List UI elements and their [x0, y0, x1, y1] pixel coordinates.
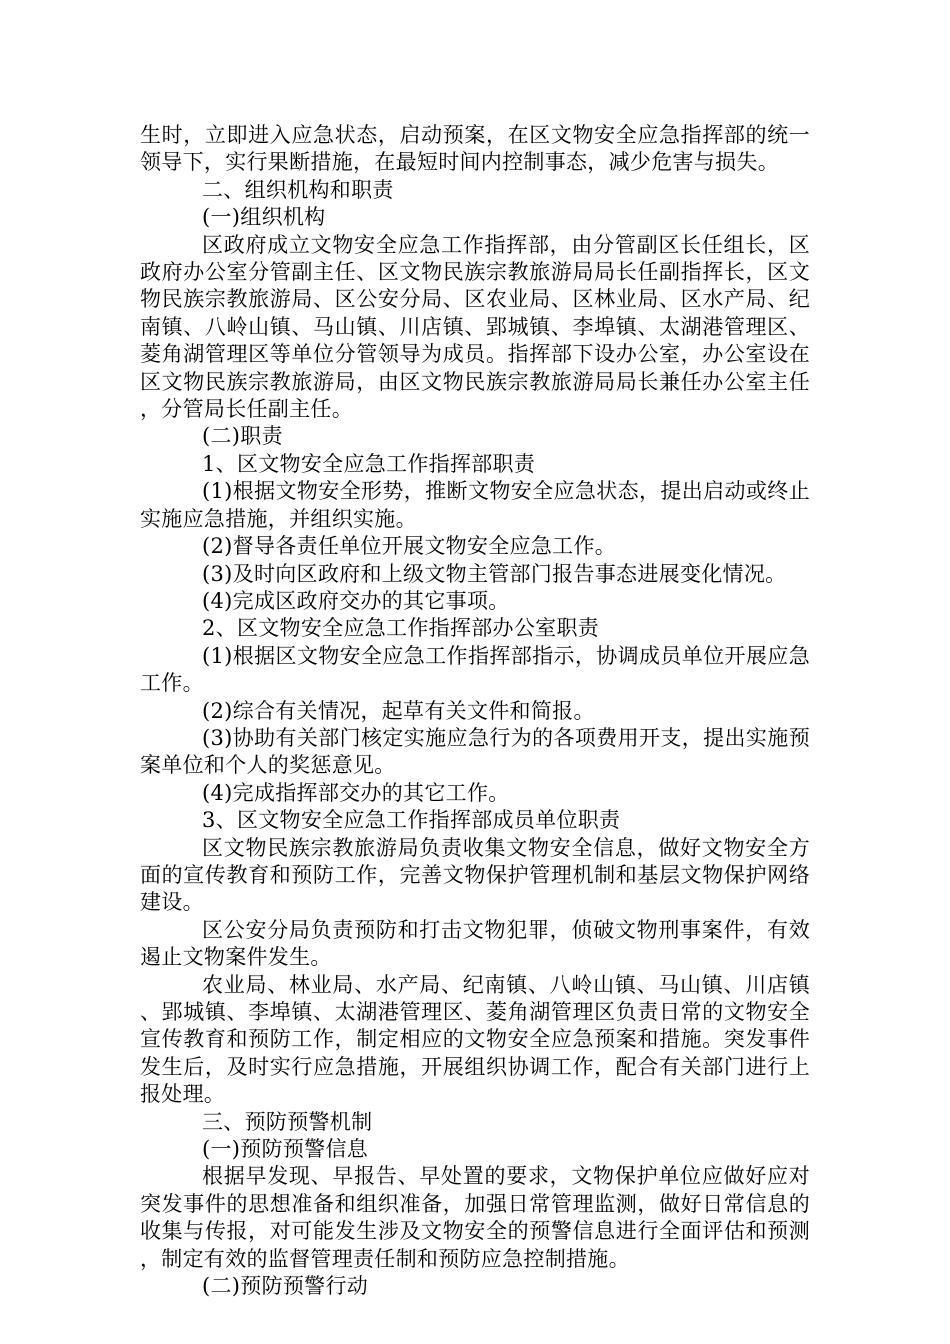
list-item: (4)完成指挥部交办的其它工作。	[202, 780, 510, 805]
list-item: (3)协助有关部门核定实施应急行为的各项费用开支，提出实施预案单位和个人的奖惩意见。	[140, 725, 810, 778]
list-item: (3)及时向区政府和上级文物主管部门报告事态进展变化情况。	[202, 561, 787, 586]
paragraph: 区政府成立文物安全应急工作指挥部，由分管副区长任组长，区政府办公室分管副主任、区文物民族宗教旅游局局长任副指挥长，区文物民族宗教旅游局、区公安分局、区农业局、区林业局、区水产局、纪南镇、八岭山镇、马山镇、川店镇、郢城镇、李埠镇、太湖港管理区、菱角湖管理区等单位分管领导为成员。指挥部下设办公室，办公室设在区文物民族宗教旅游局，由区文物民族宗教旅游局局长兼任办公室主任，分管局长任副主任。	[140, 232, 810, 422]
paragraph: 区文物民族宗教旅游局负责收集文物安全信息，做好文物安全方面的宣传教育和预防工作，完善文物保护管理机制和基层文物保护网络建设。	[140, 835, 810, 915]
list-item: (1)根据文物安全形势，推断文物安全应急状态，提出启动或终止实施应急措施，并组织实施。	[140, 479, 810, 531]
section-heading: 二、组织机构和职责	[202, 177, 394, 202]
section-heading: 三、预防预警机制	[202, 1109, 373, 1134]
document-body	[140, 122, 810, 1300]
subsection-heading: (二)职责	[202, 424, 283, 449]
list-item: (2)督导各责任单位开展文物安全应急工作。	[202, 534, 617, 559]
item-heading: 3、区文物安全应急工作指挥部成员单位职责	[202, 808, 621, 833]
paragraph: 农业局、林业局、水产局、纪南镇、八岭山镇、马山镇、川店镇、郢城镇、李埠镇、太湖港管理区、菱角湖管理区负责日常的文物安全宣传教育和预防工作，制定相应的文物安全应急预案和措施。突发事件发生后，及时实行应急措施，开展组织协调工作，配合有关部门进行上报处理。	[140, 972, 810, 1107]
list-item: (2)综合有关情况，起草有关文件和简报。	[202, 698, 595, 723]
paragraph: 根据早发现、早报告、早处置的要求，文物保护单位应做好应对突发事件的思想准备和组织准备，加强日常管理监测，做好日常信息的收集与传报，对可能发生涉及文物安全的预警信息进行全面评估和预测，制定有效的监督管理责任制和预防应急控制措施。	[140, 1164, 810, 1271]
subsection-heading: (二)预防预警行动	[202, 1274, 369, 1299]
item-heading: 2、区文物安全应急工作指挥部办公室职责	[202, 616, 600, 641]
item-heading: 1、区文物安全应急工作指挥部职责	[202, 451, 536, 476]
list-item: (1)根据区文物安全应急工作指挥部指示，协调成员单位开展应急工作。	[140, 643, 810, 696]
list-item: (4)完成区政府交办的其它事项。	[202, 588, 510, 613]
paragraph: 区公安分局负责预防和打击文物犯罪，侦破文物刑事案件，有效遏止文物案件发生。	[140, 917, 810, 970]
paragraph: 生时，立即进入应急状态，启动预案，在区文物安全应急指挥部的统一领导下，实行果断措施，在最短时间内控制事态，减少危害与损失。	[140, 123, 810, 175]
subsection-heading: (一)组织机构	[202, 205, 326, 230]
subsection-heading: (一)预防预警信息	[202, 1137, 369, 1162]
